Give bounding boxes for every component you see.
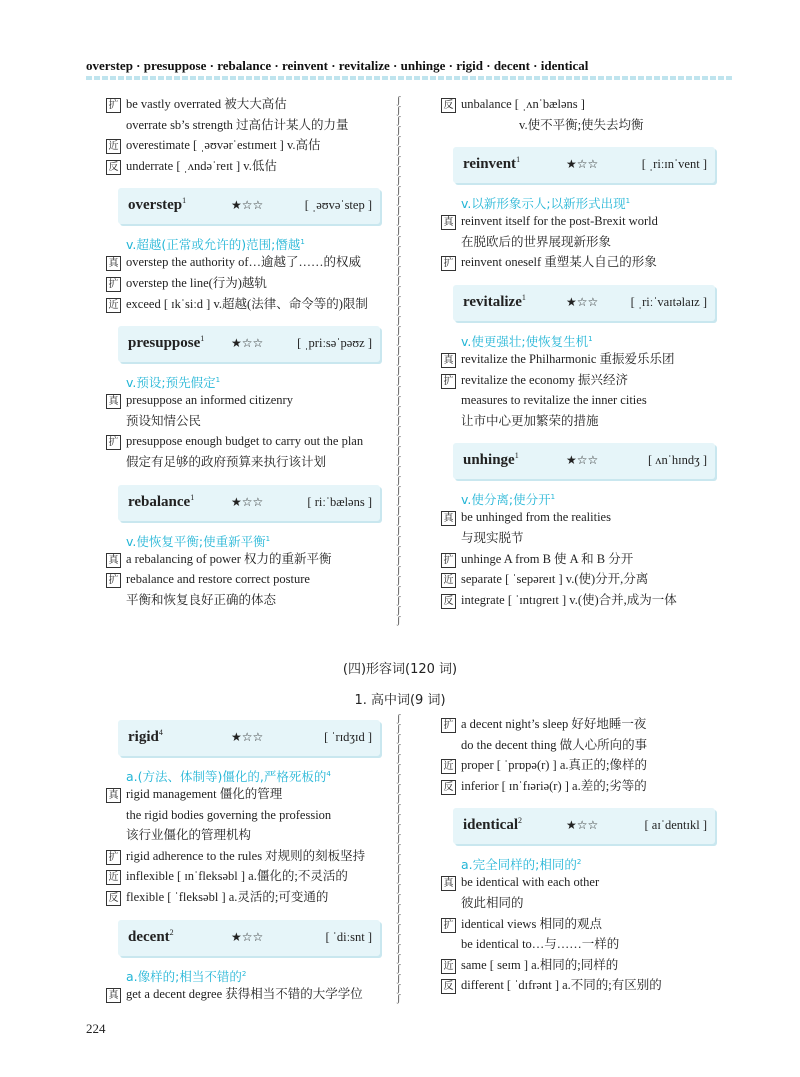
divider-segment: ʃ [397,275,401,286]
label-badge: 真 [106,788,121,803]
star-rating: ★☆☆ [566,818,599,833]
divider-segment: ʃ [397,155,401,166]
upper-right-column [441,94,721,610]
line-text: reinvent oneself 重塑某人自己的形象 [461,255,657,270]
frequency-count: 1 [182,196,187,206]
phonetic: [ ˌriːˈvaɪtəlaɪz ] [630,294,707,309]
running-header: overstep · presuppose · rebalance · reinvent · revitalize · unhinge · rigid · decent · identical [86,58,589,73]
label-badge: 真 [441,511,456,526]
definition: v.使恢复平衡;使重新平衡$^1$ [126,533,271,549]
label-badge: 扩 [106,850,121,865]
definition: a.完全同样的;相同的$^2$ [461,857,582,873]
example-line [441,955,721,976]
line-text: be identical with each other [461,875,600,890]
line-text: a rebalancing of power 权力的重新平衡 [126,551,332,566]
frequency-count: 4 [326,770,331,778]
example-line [106,115,386,136]
line-text: overstep the authority of…逾越了……的权威 [126,255,362,270]
example-line [441,252,721,273]
divider-segment: ʃ [397,565,401,576]
divider-segment: ʃ [397,245,401,256]
line-text: rigid management 僵化的管理 [126,787,283,801]
label-badge: 扩 [441,718,456,733]
divider-segment: ʃ [397,535,401,546]
example-line [106,590,386,611]
frequency-count: 1 [215,376,221,385]
phonetic: [ ˈdiːsnt ] [325,929,372,944]
divider-segment: ʃ [397,115,401,126]
line-text: the rigid bodies governing the profession [126,807,332,822]
divider-segment: ʃ [397,783,401,794]
example-line [441,349,721,370]
definition: v.超越(正常或允许的)范围;僭越$^1$ [126,237,305,253]
star-rating: ★☆☆ [231,929,264,944]
label-badge: 近 [106,139,121,154]
example-line [441,211,721,232]
line-text: reinvent itself for the post-Brexit world [461,214,658,229]
example-line [441,411,721,432]
lower-left-column [106,708,386,1004]
lower-right-column [441,714,721,996]
divider-segment: ʃ [397,763,401,774]
divider-segment: ʃ [397,485,401,496]
example-line [106,273,386,294]
line-text: 预设知情公民 [126,413,202,428]
line-text: overestimate [ ˌəʊvərˈestɪmeɪt ] v.高估 [126,138,321,153]
divider-segment: ʃ [397,773,401,784]
page-number: 224 [86,1021,106,1036]
line-text: separate [ ˈsepəreɪt ] v.(使)分开,分离 [461,572,649,587]
divider-segment: ʃ [397,125,401,136]
section-title: (四)形容词(120 词) [342,662,458,677]
line-text: different [ ˈdɪfrənt ] a.不同的;有区别的 [461,978,662,993]
headword: decent$^2$ [128,927,174,945]
headword: rebalance$^1$ [128,492,195,510]
line-text: v.使不平衡;使失去均衡 [519,117,644,132]
example-line [441,232,721,253]
headword-box [453,443,715,479]
divider-segment: ʃ [397,225,401,236]
example-line [106,411,386,432]
divider-segment: ʃ [397,953,401,964]
line-text: do the decent thing 做人心所向的事 [461,737,648,752]
frequency-count: 1 [550,493,556,502]
divider-segment: ʃ [397,205,401,216]
section-subtitle: 1. 高中词(9 词) [354,693,446,708]
divider-segment: ʃ [397,555,401,566]
example-line [441,776,721,797]
divider-segment: ʃ [397,405,401,416]
line-text: rebalance and restore correct posture [126,572,310,587]
divider-segment: ʃ [397,595,401,606]
label-badge: 近 [106,298,121,313]
divider-segment: ʃ [397,465,401,476]
line-text: be vastly overrated 被大大高估 [126,97,287,111]
divider-segment: ʃ [397,853,401,864]
divider-segment: ʃ [397,385,401,396]
headword: identical$^2$ [463,816,522,834]
divider-segment: ʃ [397,505,401,516]
divider-segment: ʃ [397,713,401,724]
phonetic: [ aɪˈdentɪkl ] [644,818,707,833]
divider-segment: ʃ [397,723,401,734]
divider-segment: ʃ [397,135,401,146]
example-line [106,866,386,887]
example-line [106,156,386,177]
divider-segment: ʃ [397,863,401,874]
label-badge: 扩 [441,374,456,389]
example-line [441,735,721,756]
line-text: 该行业僵化的管理机构 [126,828,252,843]
divider-segment: ʃ [397,993,401,1004]
divider-segment: ʃ [397,365,401,376]
star-rating: ★☆☆ [566,157,599,172]
label-badge: 反 [106,160,121,175]
frequency-count: 1 [265,534,271,543]
divider-segment: ʃ [397,195,401,206]
frequency-count: 1 [200,334,205,344]
divider-segment: ʃ [397,525,401,536]
line-text: 在脱欧后的世界展现新形象 [461,234,612,249]
line-text: measures to revitalize the inner cities [461,393,647,408]
divider-segment: ʃ [397,823,401,834]
divider-segment: ʃ [397,893,401,904]
example-line [106,94,386,115]
frequency-count: 1 [588,334,593,343]
star-rating: ★☆☆ [231,336,264,351]
divider-segment: ʃ [397,923,401,934]
star-rating: ★☆☆ [231,730,264,744]
frequency-count: 1 [190,492,195,502]
line-text: flexible [ ˈfleksəbl ] a.灵活的;可变通的 [126,889,329,904]
label-badge: 近 [441,573,456,588]
definition: v.使分离;使分开$^1$ [461,492,556,508]
frequency-count: 4 [158,728,163,737]
label-badge: 反 [441,780,456,795]
divider-segment: ʃ [397,495,401,506]
column-divider [397,96,405,632]
example-line [106,135,386,156]
divider-segment: ʃ [397,95,401,106]
example-line [441,528,721,549]
divider-segment: ʃ [397,145,401,156]
star-rating: ★☆☆ [566,294,599,309]
line-text: underrate [ ˌʌndəˈreɪt ] v.低估 [126,158,277,173]
divider-segment: ʃ [397,395,401,406]
example-line [441,934,721,955]
frequency-count: 1 [514,451,519,461]
divider-segment: ʃ [397,883,401,894]
example-line [441,549,721,570]
label-badge: 真 [106,256,121,271]
example-line [106,984,386,1005]
definition: a.像样的;相当不错的$^2$ [126,968,247,984]
divider-segment: ʃ [397,285,401,296]
divider-segment: ʃ [397,545,401,556]
example-line [441,507,721,528]
example-line [441,390,721,411]
line-text: inflexible [ ɪnˈfleksəbl ] a.僵化的;不灵活的 [126,869,348,884]
line-text: revitalize the economy 振兴经济 [461,372,628,387]
divider-segment: ʃ [397,235,401,246]
frequency-count: 2 [518,816,522,826]
divider-segment: ʃ [397,833,401,844]
label-badge: 近 [106,870,121,885]
label-badge: 真 [106,988,121,1003]
divider-segment: ʃ [397,425,401,436]
divider-segment: ʃ [397,733,401,744]
label-badge: 反 [441,979,456,994]
divider-segment: ʃ [397,435,401,446]
headword-box [118,326,380,362]
label-badge: 近 [441,759,456,774]
divider-segment: ʃ [397,415,401,426]
example-line [106,784,386,805]
divider-segment: ʃ [397,843,401,854]
divider-segment: ʃ [397,983,401,994]
frequency-count: 1 [521,292,526,302]
example-line [106,825,386,846]
line-text: revitalize the Philharmonic 重振爱乐乐团 [461,351,675,366]
frequency-count: 1 [300,238,305,247]
definition: v.使更强壮;使恢复生机$^1$ [461,334,593,350]
line-text: overstep the line(行为)越轨 [126,275,267,290]
label-badge: 真 [441,215,456,230]
line-text: unhinge A from B 使 A 和 B 分开 [461,551,634,566]
example-line [106,452,386,473]
divider-segment: ʃ [397,803,401,814]
line-text: inferior [ ɪnˈfɪəriə(r) ] a.差的;劣等的 [461,778,647,793]
divider-segment: ʃ [397,375,401,386]
label-badge: 扩 [441,553,456,568]
label-badge: 真 [441,876,456,891]
headword: revitalize$^1$ [463,292,526,310]
divider-segment: ʃ [397,105,401,116]
star-rating: ★☆☆ [231,494,264,509]
headword-box [453,285,715,321]
label-badge: 真 [441,353,456,368]
label-badge: 扩 [106,435,121,450]
phonetic: [ ˌəʊvəˈstep ] [304,198,372,213]
divider-segment: ʃ [397,325,401,336]
phonetic: [ riːˈbæləns ] [307,494,372,509]
divider-segment: ʃ [397,315,401,326]
label-badge: 扩 [106,98,121,113]
label-badge: 扩 [441,256,456,271]
divider-segment: ʃ [397,515,401,526]
line-text: unbalance [ ˌʌnˈbæləns ] [461,97,585,111]
headword-box [118,188,380,224]
headword: reinvent$^1$ [463,155,521,173]
divider-segment: ʃ [397,455,401,466]
example-line [441,893,721,914]
divider-segment: ʃ [397,345,401,356]
divider-segment: ʃ [397,793,401,804]
phonetic: [ ʌnˈhɪndʒ ] [647,453,707,468]
label-badge: 真 [106,394,121,409]
line-text: a decent night’s sleep 好好地睡一夜 [461,717,647,731]
divider-segment: ʃ [397,255,401,266]
line-text: 与现实脱节 [461,530,524,545]
definition: a.(方法、体制等)僵化的,严格死板的$^4$ [126,769,331,785]
line-text: be identical to…与……一样的 [461,937,620,952]
line-text: 让市中心更加繁荣的措施 [461,413,599,428]
example-line [441,590,721,611]
divider-segment: ʃ [397,165,401,176]
divider-segment: ʃ [397,575,401,586]
label-badge: 扩 [106,573,121,588]
frequency-count: 2 [576,858,582,867]
example-line [106,294,386,315]
headword-box [118,920,380,956]
divider-segment: ʃ [397,943,401,954]
line-text: rigid adherence to the rules 对规则的刻板坚持 [126,848,366,863]
example-line [106,887,386,908]
example-line [441,872,721,893]
line-text: identical views 相同的观点 [461,916,602,931]
frequency-count: 1 [625,197,631,206]
frequency-count: 1 [516,155,521,165]
headword-box [118,720,380,756]
label-badge: 反 [441,98,456,113]
line-text: get a decent degree 获得相当不错的大学学位 [126,986,363,1001]
divider-segment: ʃ [397,445,401,456]
divider-segment: ʃ [397,215,401,226]
example-line [441,370,721,391]
line-text: proper [ ˈprɒpə(r) ] a.真正的;像样的 [461,758,647,773]
example-line [106,390,386,411]
upper-left-column [106,94,386,610]
example-line [106,569,386,590]
headword: unhinge$^1$ [463,451,519,469]
label-badge: 真 [106,553,121,568]
headword-box [118,485,380,521]
example-line [106,252,386,273]
divider-segment: ʃ [397,475,401,486]
example-line [106,431,386,452]
line-text: integrate [ ˈɪntɪɡreɪt ] v.(使)合并,成为一体 [461,592,677,607]
divider-segment: ʃ [397,585,401,596]
divider-segment: ʃ [397,963,401,974]
divider-segment: ʃ [397,903,401,914]
label-badge: 扩 [106,277,121,292]
divider-segment: ʃ [397,295,401,306]
line-text: presuppose an informed citizenry [126,393,293,408]
divider-segment: ʃ [397,265,401,276]
divider-segment: ʃ [397,873,401,884]
divider-segment: ʃ [397,175,401,186]
star-rating: ★☆☆ [566,453,599,468]
divider-segment: ʃ [397,753,401,764]
divider-segment: ʃ [397,335,401,346]
line-text: presuppose enough budget to carry out the plan [126,434,364,449]
phonetic: [ ˈrɪdʒɪd ] [324,730,372,744]
divider-segment: ʃ [397,185,401,196]
phonetic: [ ˌriːɪnˈvent ] [641,157,707,172]
star-rating: ★☆☆ [231,198,264,213]
headword: overstep$^1$ [128,196,187,214]
divider-segment: ʃ [397,813,401,824]
definition: v.预设;预先假定$^1$ [126,375,221,391]
line-text: 平衡和恢复良好正确的体态 [126,592,277,607]
example-line [106,846,386,867]
line-text: be unhinged from the realities [461,510,611,525]
example-line [106,549,386,570]
divider-segment: ʃ [397,913,401,924]
phonetic: [ ˌpriːsəˈpəʊz ] [297,336,372,351]
example-line [441,755,721,776]
definition: v.以新形象示人;以新形式出现$^1$ [461,196,631,212]
column-divider [397,714,405,1004]
frequency-count: 2 [169,927,174,937]
divider-segment: ʃ [397,615,401,626]
header-rule [86,76,734,80]
example-line [441,975,721,996]
divider-segment: ʃ [397,355,401,366]
line-text: exceed [ ɪkˈsiːd ] v.超越(法律、命令等的)限制 [126,296,368,311]
divider-segment: ʃ [397,973,401,984]
label-badge: 反 [441,594,456,609]
line-text: overrate sb’s strength 过高估计某人的力量 [126,117,349,132]
example-line [441,115,721,136]
divider-segment: ʃ [397,305,401,316]
label-badge: 扩 [441,918,456,933]
frequency-count: 2 [241,969,247,978]
example-line [441,914,721,935]
example-line [441,714,721,735]
headword-box [453,808,715,844]
divider-segment: ʃ [397,605,401,616]
headword: rigid$^4$ [128,728,163,745]
label-badge: 反 [106,891,121,906]
label-badge: 近 [441,959,456,974]
headword-box [453,147,715,183]
line-text: 假定有足够的政府预算来执行该计划 [126,454,327,469]
example-line [106,805,386,826]
example-line [441,94,721,115]
divider-segment: ʃ [397,743,401,754]
divider-segment: ʃ [397,933,401,944]
example-line [441,569,721,590]
line-text: 彼此相同的 [461,895,524,910]
line-text: same [ seɪm ] a.相同的;同样的 [461,957,619,972]
headword: presuppose$^1$ [128,334,205,352]
